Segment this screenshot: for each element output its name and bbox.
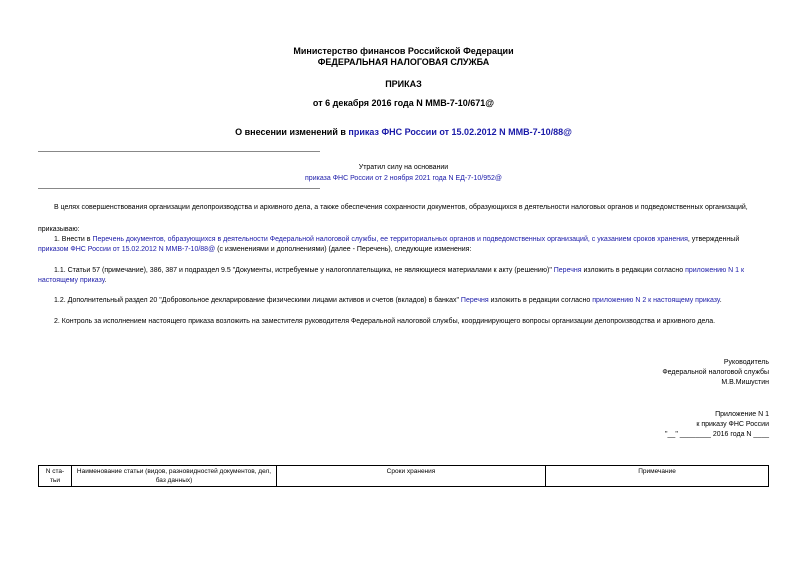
p12-text-b: изложить в редакции согласно [488, 297, 593, 304]
col-number: N ста-тьи [39, 466, 72, 487]
signature-block [662, 358, 769, 388]
p11-text-b: изложить в редакции согласно [581, 267, 686, 274]
p11-text-a: 1.1. Статьи 57 (примечание), 386, 387 и подраздел 9.5 "Документы, истребуемые у налогоплательщика, не являющиеся материалами к акту (решению)" [54, 267, 554, 274]
appendix-block [665, 410, 769, 440]
p12-text-a: 1.2. Дополнительный раздел 20 "Добровольное декларирование физическими лицами активов и счетов (вкладов) в банках" [54, 297, 461, 304]
doc-title-link[interactable]: приказ ФНС России от 15.02.2012 N ММВ-7-10/88@ [348, 127, 572, 137]
col-note: Примечание [546, 466, 769, 487]
appendix-title: Приложение N 1 [715, 411, 769, 418]
paragraph-2: 2. Контроль за исполнением настоящего приказа возложить на заместителя руководителя Федеральной налоговой службы, координирующего вопросы организации делопроизводства и архивного дела. [54, 318, 716, 325]
p1-link-order[interactable]: приказом ФНС России от 15.02.2012 N ММВ-7-10/88@ [38, 246, 216, 253]
p12-text-c: . [719, 297, 722, 304]
p11-link-list[interactable]: Перечня [553, 267, 582, 274]
appendix-date: "__" ________ 2016 года N ____ [665, 431, 769, 438]
doc-date-number: от 6 декабря 2016 года N ММВ-7-10/671@ [312, 98, 495, 108]
table-header-row [39, 466, 769, 487]
order-word: приказываю: [38, 226, 80, 233]
p1-text-a: 1. Внести в [54, 236, 93, 243]
appendix-table [38, 465, 769, 487]
p12-link-list[interactable]: Перечня [460, 297, 489, 304]
p1-text-c: (с изменениями и дополнениями) (далее - Перечень), следующие изменения: [215, 246, 472, 253]
doc-title-prefix: О внесении изменений в [235, 127, 349, 137]
divider-top [38, 151, 320, 152]
paragraph-1-2 [38, 296, 768, 306]
divider-bottom [38, 188, 320, 189]
appendix-ref: к приказу ФНС России [696, 421, 769, 428]
p1-link-list[interactable]: Перечень документов, образующихся в деятельности Федеральной налоговой службы, ее территориальных органов и подведомственных организаций, с указанием сроков хранения [92, 236, 688, 243]
doc-type: ПРИКАЗ [385, 79, 422, 89]
service-title: ФЕДЕРАЛЬНАЯ НАЛОГОВАЯ СЛУЖБА [317, 57, 490, 67]
p12-link-appendix[interactable]: приложению N 2 к настоящему приказу [592, 297, 720, 304]
paragraph-1-1 [38, 266, 768, 286]
notice-link[interactable]: приказа ФНС России от 2 ноября 2021 года N ЕД-7-10/952@ [305, 175, 502, 182]
p11-link-appendix[interactable]: приложению N 1 к настоящему приказу [38, 267, 745, 284]
notice-line1: Утратил силу на основании [358, 164, 449, 171]
col-terms: Сроки хранения [277, 466, 546, 487]
paragraph-1 [38, 235, 768, 255]
ministry-title: Министерство финансов Российской Федерации [293, 46, 514, 56]
signature-org: Федеральной налоговой службы [662, 369, 769, 376]
intro-paragraph: В целях совершенствования организации делопроизводства и архивного дела, а также обеспечения сохранности документов, образующихся в деятельности налоговых органов и подведомственных организаций, [54, 204, 748, 211]
doc-title [0, 127, 807, 137]
p11-text-c: . [104, 277, 107, 284]
signature-name: М.В.Мишустин [721, 379, 769, 386]
signature-title: Руководитель [723, 359, 769, 366]
p1-text-b: , утвержденный [687, 236, 740, 243]
col-name: Наименование статьи (видов, разновидностей документов, дел, баз данных) [72, 466, 277, 487]
